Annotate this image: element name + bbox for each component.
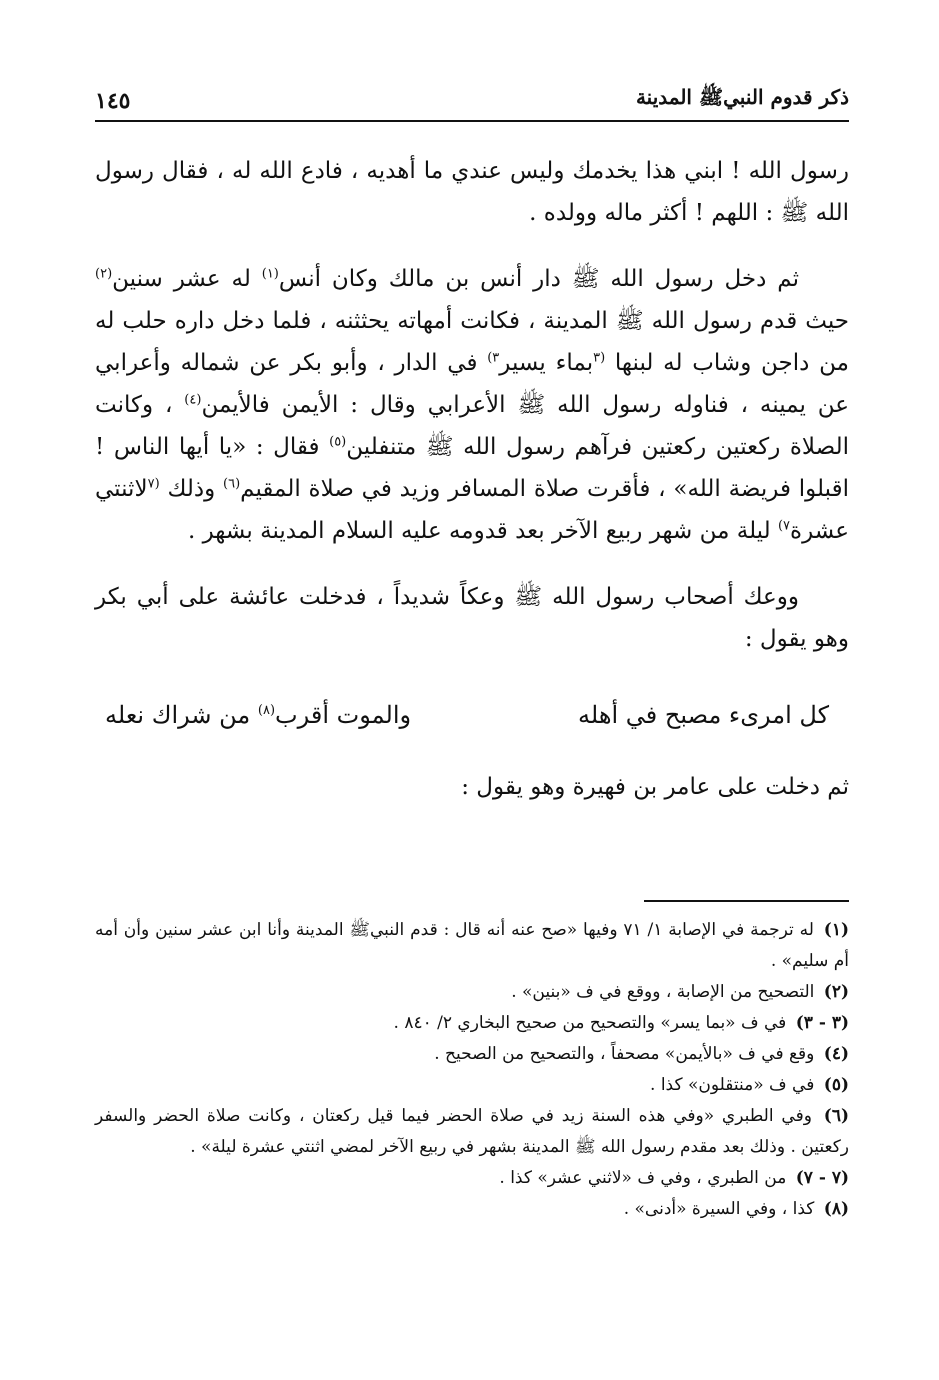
verse-second-hemistich [105,694,411,736]
verse-first-hemistich: كل امرىء مصبح في أهله [578,701,829,729]
text-run: بماء يسير [499,350,594,376]
footnote [95,1163,849,1194]
footnote-number: (٢) [823,982,849,1002]
footnote-text: وفي الطبري «وفي هذه السنة زيد في صلاة الحضر فيما قيل ركعتان ، وكانت صلاة الحضر والسفر ركعتين . وذلك بعد مقدم رسول الله ﷺ المدينة بشهر في ربيع الآخر لمضي اثنتي عشرة ليلة» . [95,1106,849,1157]
main-text [95,150,849,832]
page-number: ١٤٥ [95,88,131,114]
page-header [95,80,849,122]
footnote [95,1101,849,1163]
text-run: فقال : «يا أيها الناس ! اقبلوا فريضة الله» ، فأقرت صلاة المسافر وزيد في صلاة المقيم [95,434,849,502]
footnote-ref-2[interactable]: (٢) [95,266,113,282]
footnote-ref-7-open[interactable]: (٧ [147,476,160,492]
footnote-number: (٨) [823,1199,849,1219]
text-run: في الدار ، وأبو بكر عن شماله وأعرابي عن يمينه ، فناوله رسول الله ﷺ الأعرابي وقال : الأيمن فالأيمن [95,350,849,418]
text-run: حيث قدم رسول الله ﷺ المدينة ، فكانت أمهاته يحثثنه ، فلما دخل داره حلب له من داجن وشاب له لبنها [95,308,849,376]
footnote-text: كذا ، وفي السيرة «أدنى» . [623,1199,815,1219]
text-run: وذلك [159,476,224,502]
footnote-number: (٧ - ٧) [795,1168,849,1188]
text-run: لاثنتي عشرة [95,476,849,544]
text-run: ، وكانت الصلاة ركعتين ركعتين فرآهم رسول الله ﷺ متنفلين [95,392,849,460]
footnote-ref-5[interactable]: (٥) [329,434,347,450]
paragraph-3: ووعك أصحاب رسول الله ﷺ وعكاً شديداً ، فدخلت عائشة على أبي بكر وهو يقول : [95,584,849,652]
footnote-ref-6[interactable]: (٦) [223,476,241,492]
footnote-number: (١) [823,920,850,940]
footnote-ref-7-close[interactable]: ٧) [777,518,791,534]
poetry-verse [95,694,849,736]
footnote-ref-1[interactable]: (١) [261,266,279,282]
footnote [95,1039,849,1070]
footnote-ref-3-close[interactable]: ٣) [487,350,500,366]
footnote-number: (٦) [823,1106,850,1126]
running-title: ذكر قدوم النبيﷺ المدينة [635,85,849,109]
footnote-number: (٥) [823,1075,849,1095]
footnote-text: في ف «بما يسر» والتصحيح من صحيح البخاري ٢/ ٨٤٠ . [393,1013,787,1033]
footnotes [95,915,849,1225]
paragraph-1: رسول الله ! ابني هذا يخدمك وليس عندي ما أهديه ، فادع الله له ، فقال رسول الله ﷺ : اللهم ! أكثر ماله وولده . [95,158,849,226]
text-run: والموت أقرب [275,701,412,729]
footnote [95,977,849,1008]
footnote-text: من الطبري ، وفي ف «لاثني عشر» كذا . [499,1168,787,1188]
footnote-text: في ف «منتقلون» كذا . [650,1075,815,1095]
footnote-text: التصحيح من الإصابة ، ووقع في ف «بنين» . [511,982,815,1002]
footnote-text: وقع في ف «بالأيمن» مصحفاً ، والتصحيح من الصحيح . [434,1044,815,1064]
footnote [95,1194,849,1225]
footnote-ref-8[interactable]: (٨) [257,703,276,718]
footnote-separator [644,900,849,902]
footnote [95,1070,849,1101]
text-run: ليلة من شهر ربيع الآخر بعد قدومه عليه السلام المدينة بشهر . [187,518,778,544]
footnote-number: (٣ - ٣) [795,1013,849,1033]
text-run: من شراك نعله [105,701,258,729]
footnote [95,915,849,977]
footnote [95,1008,849,1039]
paragraph-2 [95,258,849,552]
footnote-text: له ترجمة في الإصابة ١/ ٧١ وفيها «صح عنه أنه قال : قدم النبيﷺ المدينة وأنا ابن عشر سنين وأن أمه أم سليم» . [95,920,849,971]
footnote-number: (٤) [823,1044,849,1064]
footnote-ref-4[interactable]: (٤) [184,392,202,408]
paragraph-4: ثم دخلت على عامر بن فهيرة وهو يقول : [461,774,849,800]
text-run: له عشر سنين [112,266,262,292]
text-run: ثم دخل رسول الله ﷺ دار أنس بن مالك وكان أنس [278,266,799,292]
footnote-ref-3-open[interactable]: (٣ [593,350,606,366]
